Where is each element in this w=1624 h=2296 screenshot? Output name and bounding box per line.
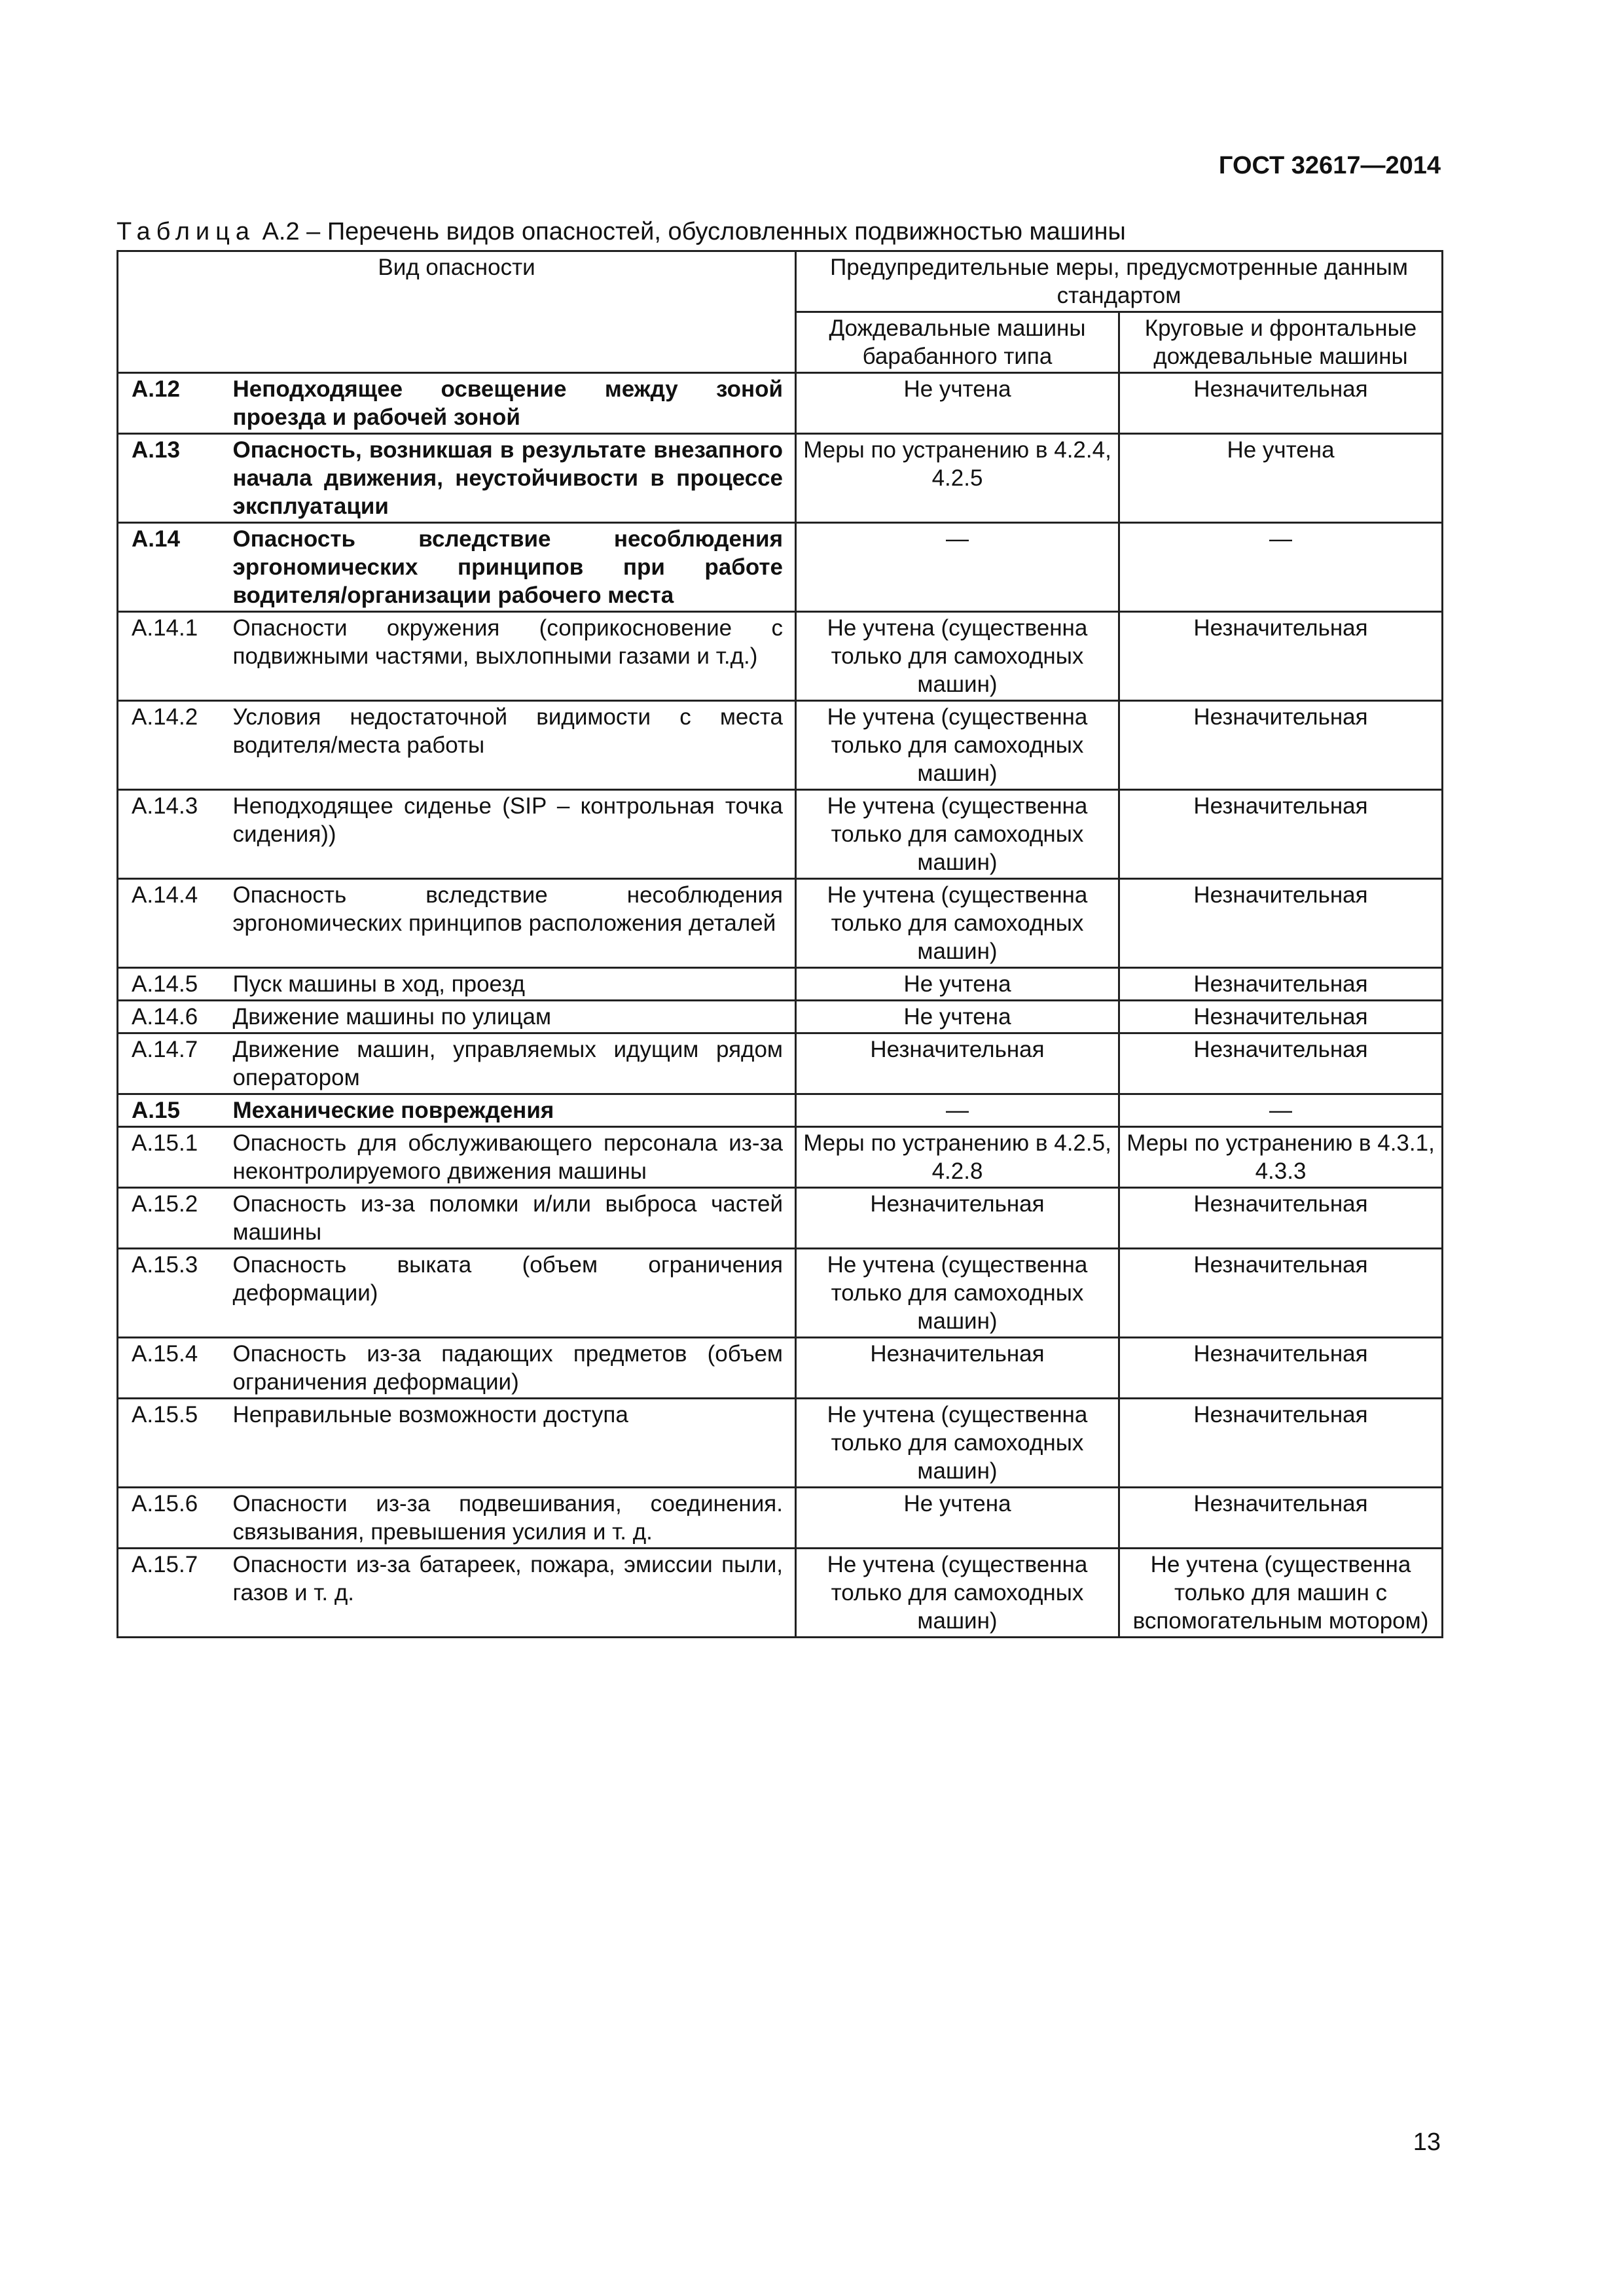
hazard-code-cell: А.14.5 <box>118 968 230 1001</box>
table-row <box>118 879 1443 968</box>
table-row <box>118 790 1443 879</box>
hazard-description-cell: Движение машин, управляемых идущим рядом оператором <box>230 1033 796 1094</box>
drum-machine-measure-cell: Не учтена (существенна только для самоходных машин) <box>796 790 1119 879</box>
drum-machine-measure-cell: Не учтена (существенна только для самоходных машин) <box>796 1399 1119 1488</box>
table-row <box>118 612 1443 701</box>
drum-machine-measure-cell: Незначительная <box>796 1188 1119 1249</box>
hazard-code-cell: А.15.3 <box>118 1249 230 1338</box>
column-header-measures: Предупредительные меры, предусмотренные данным стандартом <box>796 251 1443 312</box>
hazard-code-cell: А.15.2 <box>118 1188 230 1249</box>
hazard-code-cell: А.14.7 <box>118 1033 230 1094</box>
table-body <box>118 373 1443 1638</box>
table-row <box>118 373 1443 434</box>
table-row <box>118 1001 1443 1033</box>
drum-machine-measure-cell: Не учтена (существенна только для самоходных машин) <box>796 1249 1119 1338</box>
hazard-description-cell: Опасности окружения (соприкосновение с подвижными частями, выхлопными газами и т.д.) <box>230 612 796 701</box>
hazard-description-cell: Опасности из-за подвешивания, соединения. связывания, превышения усилия и т. д. <box>230 1488 796 1549</box>
page-number: 13 <box>1413 2128 1441 2156</box>
hazard-description-cell: Движение машины по улицам <box>230 1001 796 1033</box>
hazard-description-cell: Опасность, возникшая в результате внезапного начала движения, неустойчивости в процессе эксплуатации <box>230 434 796 523</box>
drum-machine-measure-cell: Не учтена (существенна только для самоходных машин) <box>796 612 1119 701</box>
column-header-drum: Дождевальные машины барабанного типа <box>796 312 1119 373</box>
hazard-description-cell: Опасность выката (объем ограничения деформации) <box>230 1249 796 1338</box>
hazard-code-cell: А.13 <box>118 434 230 523</box>
hazard-code-cell: А.15.5 <box>118 1399 230 1488</box>
drum-machine-measure-cell: Не учтена (существенна только для самоходных машин) <box>796 879 1119 968</box>
hazard-description-cell: Опасность для обслуживающего персонала из-за неконтролируемого движения машины <box>230 1127 796 1188</box>
table-row <box>118 523 1443 612</box>
circular-machine-measure-cell: Незначительная <box>1119 612 1443 701</box>
circular-machine-measure-cell: Незначительная <box>1119 1399 1443 1488</box>
hazard-code-cell: А.14.2 <box>118 701 230 790</box>
table-header-row <box>118 251 1443 312</box>
hazard-code-cell: А.15.7 <box>118 1549 230 1638</box>
hazard-code-cell: А.15.6 <box>118 1488 230 1549</box>
column-header-circular: Круговые и фронтальные дождевальные машины <box>1119 312 1443 373</box>
table-row <box>118 701 1443 790</box>
circular-machine-measure-cell: Не учтена (существенна только для машин с вспомогательным мотором) <box>1119 1549 1443 1638</box>
hazard-description-cell: Механические повреждения <box>230 1094 796 1127</box>
column-header-hazard: Вид опасности <box>118 251 796 373</box>
circular-machine-measure-cell: — <box>1119 1094 1443 1127</box>
drum-machine-measure-cell: — <box>796 1094 1119 1127</box>
hazard-code-cell: А.12 <box>118 373 230 434</box>
circular-machine-measure-cell: Незначительная <box>1119 879 1443 968</box>
hazard-code-cell: А.14.4 <box>118 879 230 968</box>
hazard-description-cell: Опасность из-за поломки и/или выброса частей машины <box>230 1188 796 1249</box>
drum-machine-measure-cell: Не учтена (существенна только для самоходных машин) <box>796 701 1119 790</box>
circular-machine-measure-cell: Незначительная <box>1119 1338 1443 1399</box>
hazard-code-cell: А.14.6 <box>118 1001 230 1033</box>
hazard-description-cell: Опасность из-за падающих предметов (объем ограничения деформации) <box>230 1338 796 1399</box>
circular-machine-measure-cell: Незначительная <box>1119 790 1443 879</box>
circular-machine-measure-cell: Меры по устранению в 4.3.1, 4.3.3 <box>1119 1127 1443 1188</box>
drum-machine-measure-cell: Меры по устранению в 4.2.4, 4.2.5 <box>796 434 1119 523</box>
circular-machine-measure-cell: — <box>1119 523 1443 612</box>
drum-machine-measure-cell: Не учтена (существенна только для самоходных машин) <box>796 1549 1119 1638</box>
hazard-code-cell: А.14.1 <box>118 612 230 701</box>
hazard-code-cell: А.15.1 <box>118 1127 230 1188</box>
table-row <box>118 1094 1443 1127</box>
drum-machine-measure-cell: Незначительная <box>796 1338 1119 1399</box>
drum-machine-measure-cell: Не учтена <box>796 373 1119 434</box>
drum-machine-measure-cell: Не учтена <box>796 1001 1119 1033</box>
table-caption <box>117 218 1126 246</box>
table-row <box>118 1488 1443 1549</box>
hazard-code-cell: А.14.3 <box>118 790 230 879</box>
hazard-code-cell: А.15 <box>118 1094 230 1127</box>
table-row <box>118 968 1443 1001</box>
document-code: ГОСТ 32617—2014 <box>1218 152 1441 179</box>
circular-machine-measure-cell: Незначительная <box>1119 701 1443 790</box>
circular-machine-measure-cell: Не учтена <box>1119 434 1443 523</box>
hazard-description-cell: Неподходящее освещение между зоной проезда и рабочей зоной <box>230 373 796 434</box>
table-caption-text: А.2 – Перечень видов опасностей, обусловленных подвижностью машины <box>262 218 1126 245</box>
circular-machine-measure-cell: Незначительная <box>1119 1001 1443 1033</box>
hazard-description-cell: Неправильные возможности доступа <box>230 1399 796 1488</box>
table-row <box>118 1188 1443 1249</box>
circular-machine-measure-cell: Незначительная <box>1119 1033 1443 1094</box>
hazard-description-cell: Неподходящее сиденье (SIP – контрольная точка сидения)) <box>230 790 796 879</box>
table-row <box>118 1399 1443 1488</box>
drum-machine-measure-cell: Не учтена <box>796 968 1119 1001</box>
hazard-description-cell: Условия недостаточной видимости с места водителя/места работы <box>230 701 796 790</box>
drum-machine-measure-cell: Не учтена <box>796 1488 1119 1549</box>
drum-machine-measure-cell: — <box>796 523 1119 612</box>
circular-machine-measure-cell: Незначительная <box>1119 1188 1443 1249</box>
hazard-code-cell: А.14 <box>118 523 230 612</box>
table-row <box>118 1549 1443 1638</box>
circular-machine-measure-cell: Незначительная <box>1119 1249 1443 1338</box>
table-caption-label: Таблица <box>117 218 255 245</box>
hazard-description-cell: Опасность вследствие несоблюдения эргономических принципов расположения деталей <box>230 879 796 968</box>
drum-machine-measure-cell: Незначительная <box>796 1033 1119 1094</box>
hazard-code-cell: А.15.4 <box>118 1338 230 1399</box>
hazard-description-cell: Пуск машины в ход, проезд <box>230 968 796 1001</box>
table-row <box>118 1033 1443 1094</box>
circular-machine-measure-cell: Незначительная <box>1119 1488 1443 1549</box>
circular-machine-measure-cell: Незначительная <box>1119 373 1443 434</box>
hazards-table <box>117 250 1443 1638</box>
table-row <box>118 1127 1443 1188</box>
drum-machine-measure-cell: Меры по устранению в 4.2.5, 4.2.8 <box>796 1127 1119 1188</box>
hazard-description-cell: Опасность вследствие несоблюдения эргономических принципов при работе водителя/организации рабочего места <box>230 523 796 612</box>
hazard-description-cell: Опасности из-за батареек, пожара, эмиссии пыли, газов и т. д. <box>230 1549 796 1638</box>
circular-machine-measure-cell: Незначительная <box>1119 968 1443 1001</box>
table-row <box>118 434 1443 523</box>
table-row <box>118 1249 1443 1338</box>
table-row <box>118 1338 1443 1399</box>
